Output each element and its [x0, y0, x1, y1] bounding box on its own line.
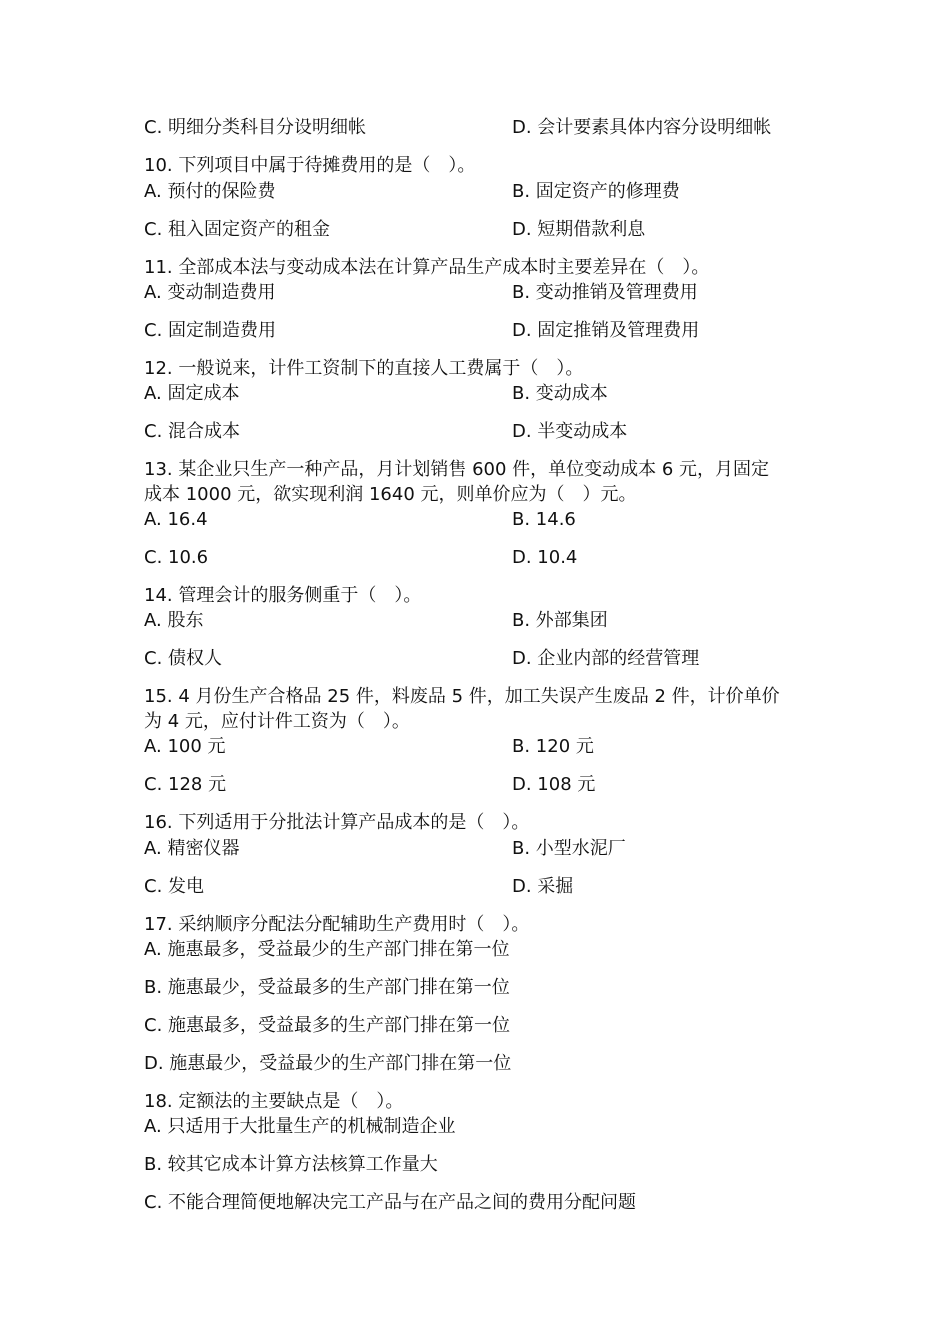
prev-option-c: C. 明细分类科目分设明细帐	[144, 117, 367, 138]
question-14-option-d: D. 企业内部的经营管理	[512, 648, 700, 669]
question-17-option-d: D. 施惠最少，受益最少的生产部门排在第一位	[144, 1053, 512, 1074]
question-13-option-c: C. 10.6	[144, 547, 209, 568]
question-15-option-a: A. 100 元	[144, 736, 226, 757]
question-12-option-c: C. 混合成本	[144, 421, 241, 442]
question-16-option-c: C. 发电	[144, 876, 205, 897]
question-18-option-a: A. 只适用于大批量生产的机械制造企业	[144, 1116, 456, 1137]
question-11-stem: 11. 全部成本法与变动成本法在计算产品生产成本时主要差异在（ ）。	[144, 257, 710, 278]
question-11-option-d: D. 固定推销及管理费用	[512, 320, 700, 341]
question-12-option-d: D. 半变动成本	[512, 421, 628, 442]
question-11-option-c: C. 固定制造费用	[144, 320, 277, 341]
question-17-option-b: B. 施惠最少，受益最多的生产部门排在第一位	[144, 977, 510, 998]
question-10-stem: 10. 下列项目中属于待摊费用的是（ ）。	[144, 155, 476, 176]
question-17-option-c: C. 施惠最多，受益最多的生产部门排在第一位	[144, 1015, 511, 1036]
question-10-option-b: B. 固定资产的修理费	[512, 181, 680, 202]
question-16-option-d: D. 采掘	[512, 876, 574, 897]
question-10-option-d: D. 短期借款利息	[512, 219, 646, 240]
question-15-stem-line-1: 15. 4 月份生产合格品 25 件，料废品 5 件，加工失误产生废品 2 件，计价单价	[144, 686, 780, 707]
question-12-stem: 12. 一般说来，计件工资制下的直接人工费属于（ ）。	[144, 358, 584, 379]
question-17-option-a: A. 施惠最多，受益最少的生产部门排在第一位	[144, 939, 510, 960]
question-11-option-b: B. 变动推销及管理费用	[512, 282, 698, 303]
question-16-stem: 16. 下列适用于分批法计算产品成本的是（ ）。	[144, 812, 530, 833]
question-13-option-d: D. 10.4	[512, 547, 578, 568]
question-18-option-b: B. 较其它成本计算方法核算工作量大	[144, 1154, 438, 1175]
question-14-stem: 14. 管理会计的服务侧重于（ ）。	[144, 585, 422, 606]
question-13-stem-line-1: 13. 某企业只生产一种产品，月计划销售 600 件，单位变动成本 6 元，月固定	[144, 459, 770, 480]
question-15-stem-line-2: 为 4 元，应付计件工资为（ ）。	[144, 711, 410, 732]
question-13-option-b: B. 14.6	[512, 509, 576, 530]
question-12-option-a: A. 固定成本	[144, 383, 240, 404]
question-16-option-b: B. 小型水泥厂	[512, 838, 626, 859]
question-13-stem-line-2: 成本 1000 元，欲实现利润 1640 元，则单价应为（ ）元。	[144, 484, 637, 505]
question-10-option-a: A. 预付的保险费	[144, 181, 276, 202]
question-14-option-b: B. 外部集团	[512, 610, 608, 631]
question-14-option-a: A. 股东	[144, 610, 204, 631]
question-15-option-c: C. 128 元	[144, 774, 227, 795]
question-15-option-d: D. 108 元	[512, 774, 596, 795]
question-11-option-a: A. 变动制造费用	[144, 282, 276, 303]
question-12-option-b: B. 变动成本	[512, 383, 608, 404]
question-17-stem: 17. 采纳顺序分配法分配辅助生产费用时（ ）。	[144, 914, 530, 935]
question-13-option-a: A. 16.4	[144, 509, 208, 530]
question-10-option-c: C. 租入固定资产的租金	[144, 219, 331, 240]
question-18-option-c: C. 不能合理简便地解决完工产品与在产品之间的费用分配问题	[144, 1192, 637, 1213]
question-16-option-a: A. 精密仪器	[144, 838, 240, 859]
question-15-option-b: B. 120 元	[512, 736, 594, 757]
question-14-option-c: C. 债权人	[144, 648, 223, 669]
question-18-stem: 18. 定额法的主要缺点是（ ）。	[144, 1091, 404, 1112]
prev-option-d: D. 会计要素具体内容分设明细帐	[512, 117, 772, 138]
